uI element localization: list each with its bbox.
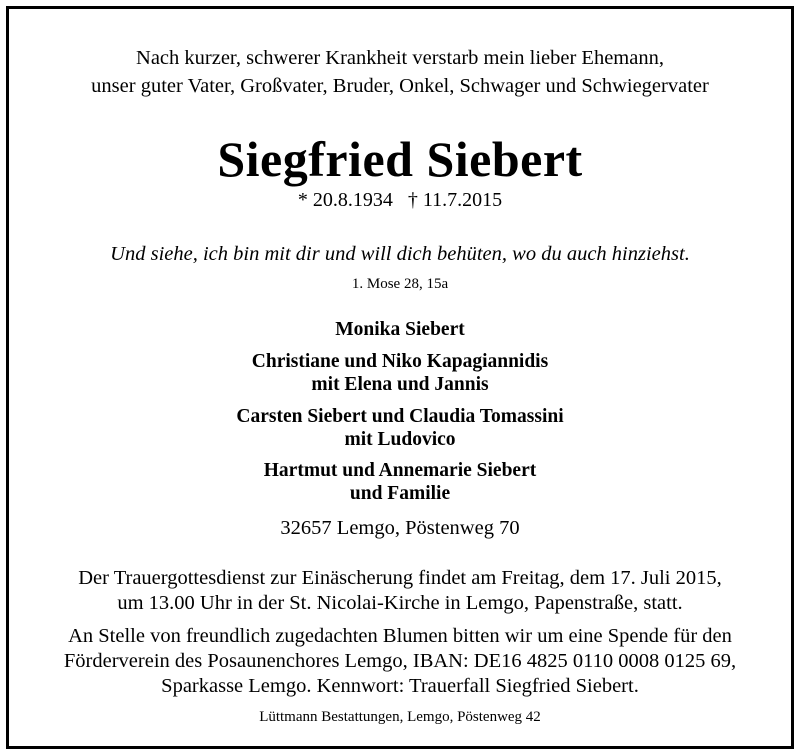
family-member-2: Christiane und Niko Kapagiannidis [251, 351, 549, 372]
family-address: 32657 Lemgo, Pöstenweg 70 [280, 517, 520, 539]
donation-line-2: Förderverein des Posaunenchores Lemgo, IBAN: DE16 4825 0110 0008 0125 69, [63, 650, 737, 672]
family-member-4-detail: und Familie [349, 483, 451, 504]
service-line-1: Der Trauergottesdienst zur Einäscherung findet am Freitag, dem 17. Juli 2015, [78, 567, 722, 589]
service-line-2: um 13.00 Uhr in der St. Nicolai-Kirche in Lemgo, Papenstraße, statt. [117, 592, 683, 614]
family-member-3: Carsten Siebert und Claudia Tomassini [236, 406, 564, 427]
bible-verse: Und siehe, ich bin mit dir und will dich behüten, wo du auch hinziehst. [110, 243, 690, 265]
undertaker-line: Lüttmann Bestattungen, Lemgo, Pöstenweg 42 [259, 709, 541, 725]
family-member-4: Hartmut und Annemarie Siebert [263, 460, 537, 481]
donation-line-1: An Stelle von freundlich zugedachten Blumen bitten wir um eine Spende für den [68, 625, 732, 647]
family-member-1: Monika Siebert [335, 319, 465, 340]
verse-reference: 1. Mose 28, 15a [351, 276, 449, 292]
life-dates: * 20.8.1934 † 11.7.2015 [297, 189, 503, 211]
family-member-3-detail: mit Ludovico [344, 429, 456, 450]
intro-line-2: unser guter Vater, Großvater, Bruder, Onkel, Schwager und Schwiegervater [91, 75, 709, 97]
intro-line-1: Nach kurzer, schwerer Krankheit verstarb mein lieber Ehemann, [136, 47, 664, 69]
deceased-name: Siegfried Siebert [217, 131, 583, 187]
family-member-2-detail: mit Elena und Jannis [311, 374, 489, 395]
donation-line-3: Sparkasse Lemgo. Kennwort: Trauerfall Siegfried Siebert. [161, 675, 639, 697]
